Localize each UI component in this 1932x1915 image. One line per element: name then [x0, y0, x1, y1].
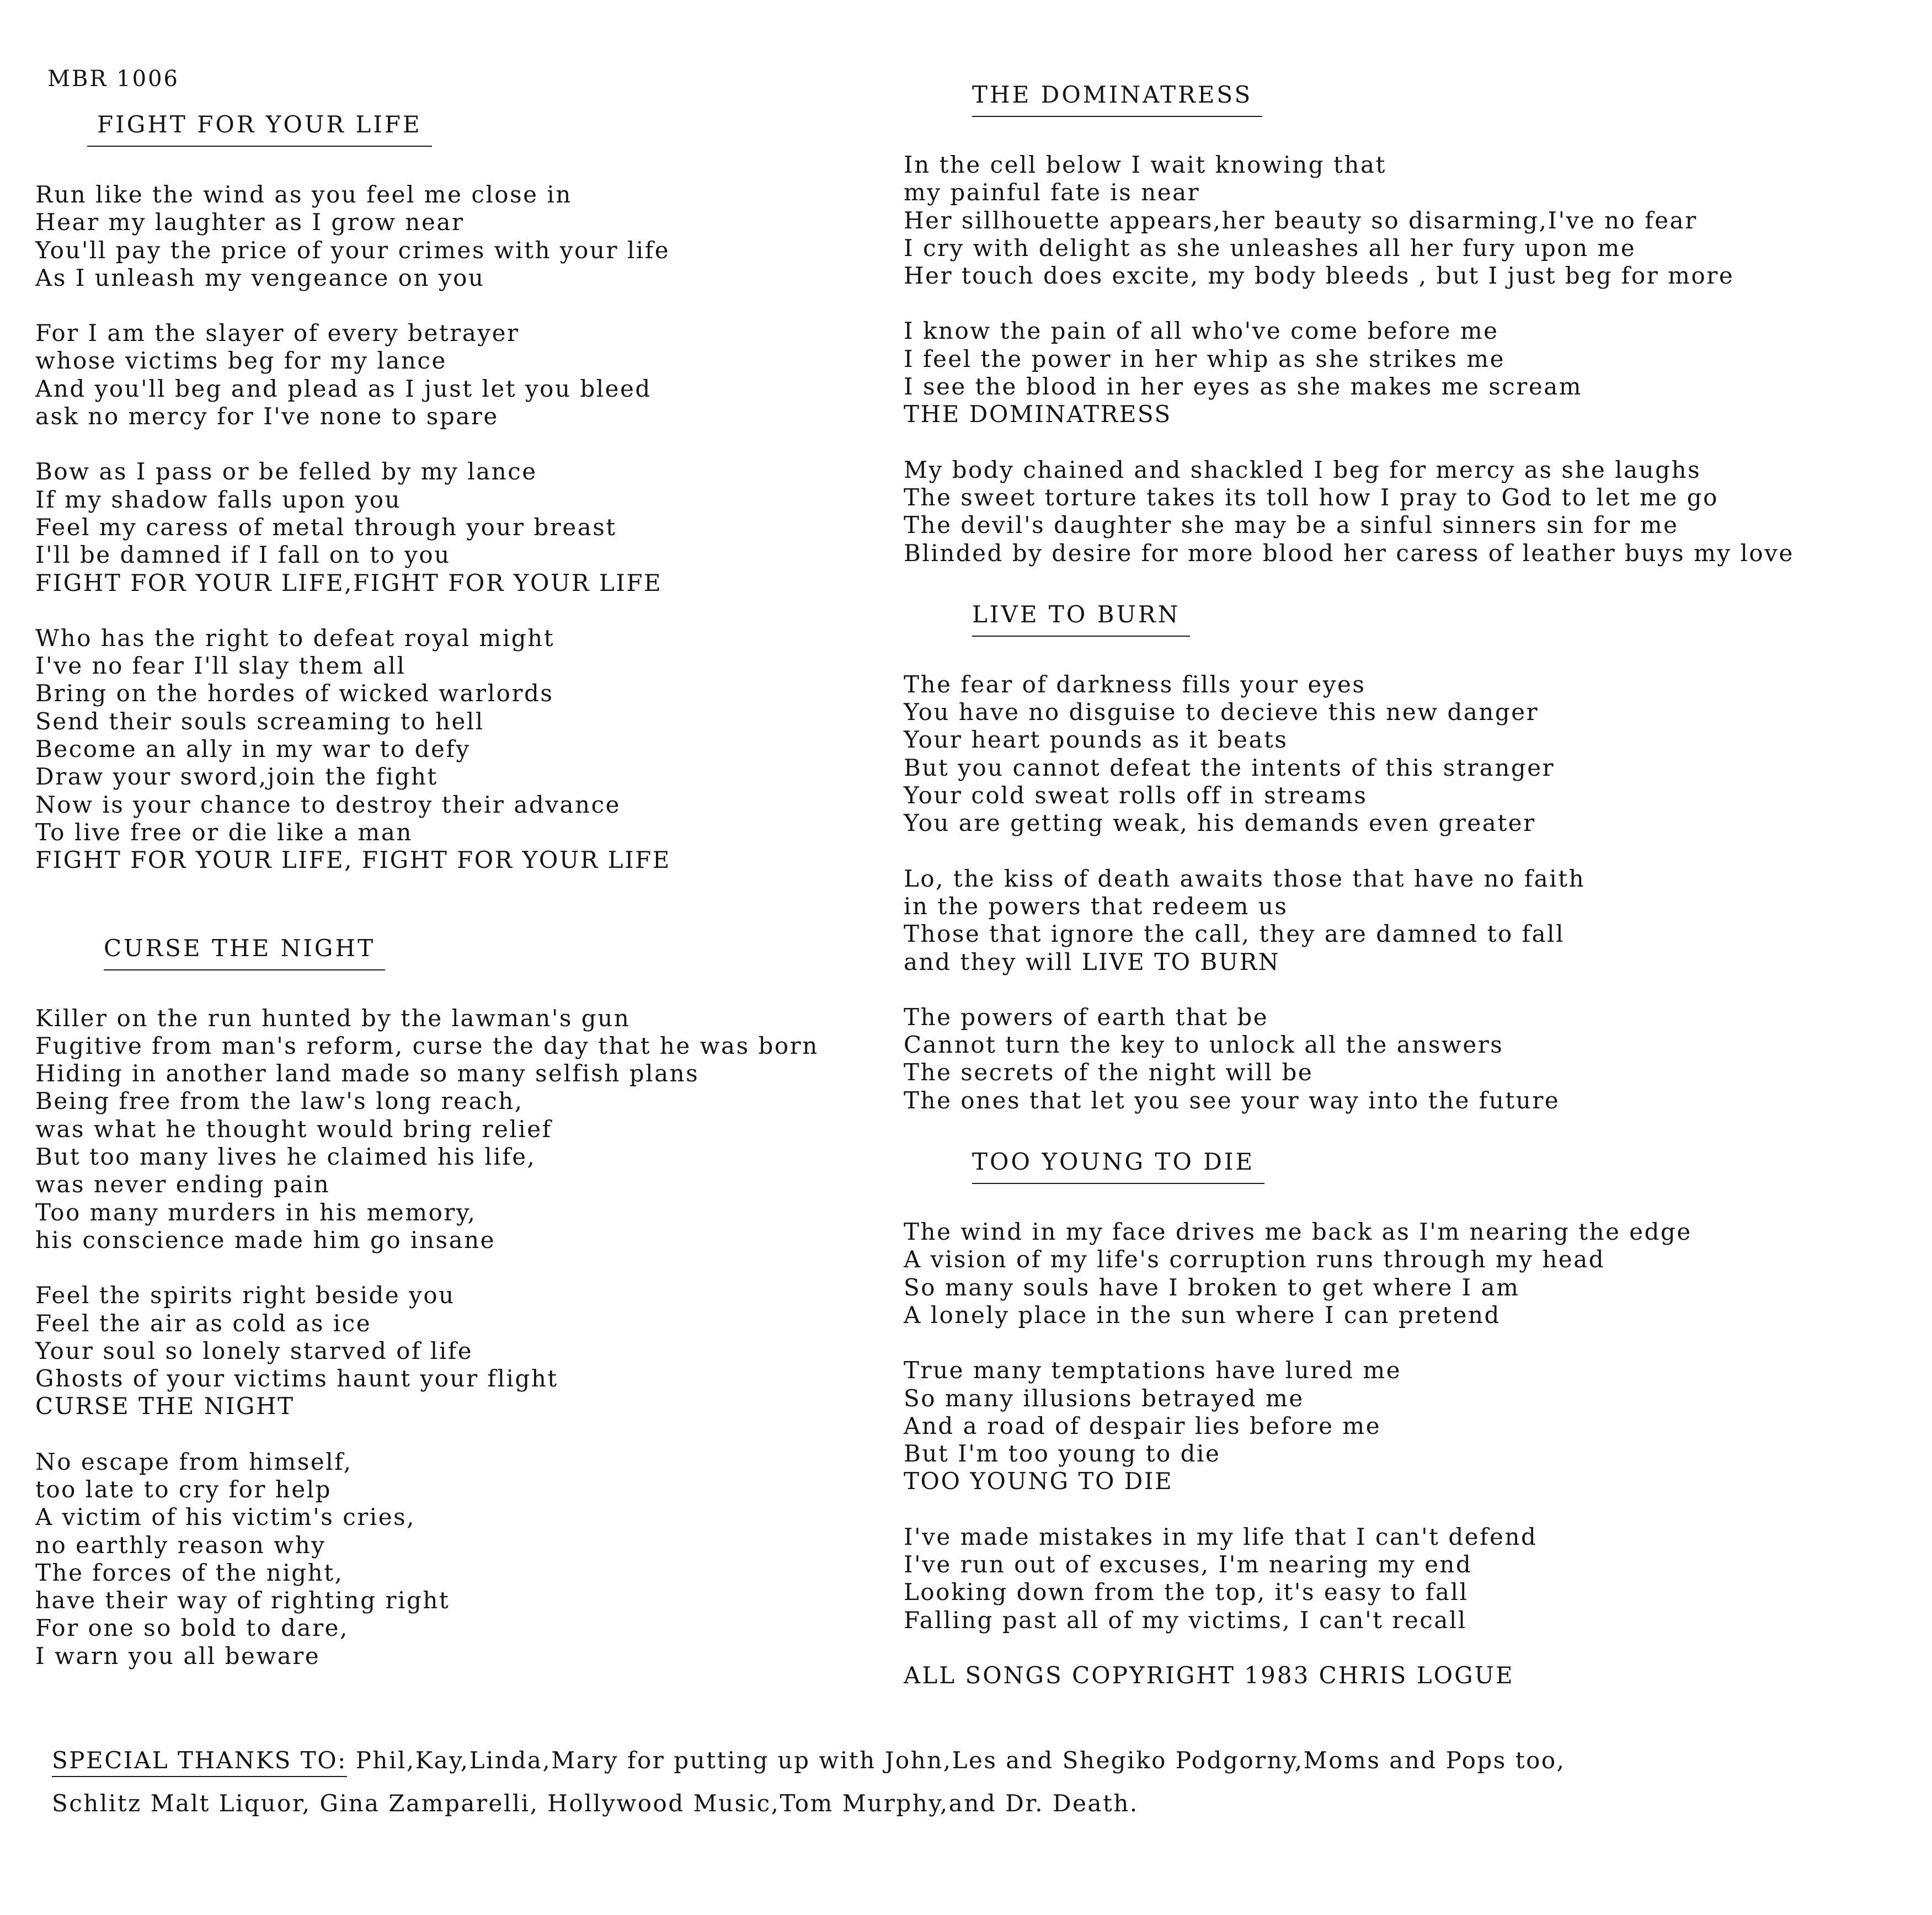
stanza — [35, 1282, 896, 1420]
stanza — [904, 1357, 1930, 1495]
lyric-line: no earthly reason why — [35, 1531, 326, 1559]
lyric-line: For I am the slayer of every betrayer — [35, 319, 520, 347]
stanza — [904, 1523, 1930, 1634]
lyric-line: A vision of my life's corruption runs through my head — [904, 1246, 1605, 1273]
thanks-text-1: Phil,Kay,Linda,Mary for putting up with John,Les and Shegiko Podgorny,Moms and Pops too, — [346, 1747, 1566, 1774]
lyric-line: Your soul so lonely starved of life — [35, 1337, 473, 1364]
lyric-line: Who has the right to defeat royal might — [35, 624, 555, 652]
lyric-line: in the powers that redeem us — [904, 892, 1288, 920]
lyric-line: The sweet torture takes its toll how I pray to God to let me go — [904, 483, 1718, 511]
lyric-line: Run like the wind as you feel me close in — [35, 181, 572, 208]
lyric-line: The fear of darkness fills your eyes — [904, 670, 1366, 698]
lyric-line: Now is your chance to destroy their advance — [35, 791, 621, 818]
lyric-line: Lo, the kiss of death awaits those that have no faith — [904, 865, 1586, 892]
stanza — [35, 181, 896, 292]
lyric-line: too late to cry for help — [35, 1475, 332, 1503]
lyric-line: The forces of the night, — [35, 1559, 344, 1586]
stanza — [904, 1004, 1930, 1114]
lyric-line: Send their souls screaming to hell — [35, 707, 484, 735]
lyric-line: Killer on the run hunted by the lawman's gun — [35, 1004, 631, 1032]
song-fight-for-your-life — [35, 110, 896, 874]
lyric-line: Bow as I pass or be felled by my lance — [35, 458, 537, 486]
lyric-line: his conscience made him go insane — [35, 1226, 496, 1253]
stanza — [35, 1005, 896, 1255]
lyric-line: I know the pain of all who've come before me — [904, 317, 1499, 345]
lyric-line: Feel the spirits right beside you — [35, 1282, 455, 1309]
lyric-line: Feel the air as cold as ice — [35, 1309, 372, 1337]
lyric-line: And you'll beg and plead as I just let you bleed — [35, 375, 652, 402]
lyric-line: my painful fate is near — [904, 179, 1200, 206]
stanza — [904, 1218, 1930, 1329]
lyric-line: But I'm too young to die — [904, 1440, 1221, 1468]
lyric-line: Hiding in another land made so many selfish plans — [35, 1060, 700, 1087]
song-title: CURSE THE NIGHT — [104, 934, 385, 970]
lyric-line: Your cold sweat rolls off in streams — [904, 782, 1368, 809]
lyric-line: was what he thought would bring relief — [35, 1115, 552, 1143]
lyric-line: You are getting weak, his demands even greater — [904, 809, 1536, 837]
lyric-line: A lonely place in the sun where I can pretend — [904, 1301, 1501, 1329]
lyric-line: I warn you all beware — [35, 1642, 321, 1669]
lyric-line: I've run out of excuses, I'm nearing my end — [904, 1550, 1472, 1578]
lyric-line: Ghosts of your victims haunt your flight — [35, 1365, 558, 1393]
stanza — [904, 671, 1930, 838]
lyric-line: So many souls have I broken to get where I am — [904, 1273, 1520, 1301]
lyric-line: Too many murders in his memory, — [35, 1198, 477, 1226]
song-curse-the-night — [35, 934, 896, 1671]
lyric-line: Draw your sword,join the fight — [35, 763, 438, 791]
right-column — [904, 81, 1930, 1689]
lyric-line: In the cell below I wait knowing that — [904, 151, 1386, 178]
lyric-line: A victim of his victim's cries, — [35, 1503, 415, 1531]
lyric-line: My body chained and shackled I beg for mercy as she laughs — [904, 456, 1701, 483]
thanks-label: SPECIAL THANKS TO: — [52, 1747, 347, 1777]
catalog-number: MBR 1006 — [47, 66, 179, 92]
lyric-line: And a road of despair lies before me — [904, 1412, 1381, 1439]
lyric-line: Those that ignore the call, they are damned to fall — [904, 920, 1565, 948]
lyric-line: The ones that let you see your way into the future — [904, 1086, 1560, 1114]
lyric-line: The devil's daughter she may be a sinful sinners sin for me — [904, 511, 1679, 539]
stanza — [35, 1448, 896, 1670]
lyric-line: Falling past all of my victims, I can't recall — [904, 1606, 1467, 1634]
lyric-line: No escape from himself, — [35, 1448, 353, 1475]
lyric-line: The secrets of the night will be — [904, 1059, 1314, 1086]
lyric-line: You have no disguise to decieve this new danger — [904, 698, 1539, 726]
lyric-line: ask no mercy for I've none to spare — [35, 403, 499, 430]
lyric-line: was never ending pain — [35, 1171, 330, 1198]
lyric-line: TOO YOUNG TO DIE — [904, 1468, 1173, 1495]
lyric-line: Blinded by desire for more blood her caress of leather buys my love — [904, 539, 1794, 567]
lyric-line: Become an ally in my war to defy — [35, 735, 471, 763]
song-the-dominatress — [904, 81, 1930, 567]
song-title: THE DOMINATRESS — [972, 81, 1262, 117]
lyric-line: I'll be damned if I fall on to you — [35, 541, 451, 569]
lyric-line: Cannot turn the key to unlock all the answers — [904, 1031, 1504, 1059]
lyric-line: and they will LIVE TO BURN — [904, 948, 1280, 975]
lyric-line: You'll pay the price of your crimes with your life — [35, 236, 670, 264]
lyric-line: Being free from the law's long reach, — [35, 1087, 524, 1115]
lyric-line: As I unleash my vengeance on you — [35, 264, 485, 291]
lyric-line: The powers of earth that be — [904, 1003, 1269, 1031]
lyric-line: Her touch does excite, my body bleeds , but I just beg for more — [904, 262, 1734, 290]
lyric-line: I've made mistakes in my life that I can't defend — [904, 1523, 1538, 1550]
song-live-to-burn — [904, 600, 1930, 1114]
lyric-line: Looking down from the top, it's easy to fall — [904, 1578, 1469, 1606]
stanza — [904, 456, 1930, 567]
song-title: TOO YOUNG TO DIE — [972, 1148, 1264, 1184]
lyric-line: CURSE THE NIGHT — [35, 1393, 295, 1420]
lyric-line: For one so bold to dare, — [35, 1614, 349, 1642]
left-column — [35, 110, 896, 1670]
lyric-line: FIGHT FOR YOUR LIFE, FIGHT FOR YOUR LIFE — [35, 846, 671, 874]
thanks-line-1 — [52, 1739, 1900, 1782]
lyric-line: Fugitive from man's reform, curse the day that he was born — [35, 1032, 819, 1059]
stanza — [35, 458, 896, 596]
song-title: FIGHT FOR YOUR LIFE — [87, 110, 432, 147]
song-title: LIVE TO BURN — [972, 600, 1190, 637]
special-thanks — [52, 1739, 1900, 1825]
lyric-line: To live free or die like a man — [35, 818, 413, 846]
lyric-line: FIGHT FOR YOUR LIFE,FIGHT FOR YOUR LIFE — [35, 569, 663, 596]
lyric-line: So many illusions betrayed me — [904, 1384, 1304, 1412]
stanza — [35, 625, 896, 874]
stanza — [35, 319, 896, 430]
lyric-line: I cry with delight as she unleashes all her fury upon me — [904, 234, 1636, 262]
lyric-line: Bring on the hordes of wicked warlords — [35, 680, 554, 707]
lyric-line: I feel the power in her whip as she strikes me — [904, 345, 1505, 372]
lyric-line: I see the blood in her eyes as she makes me scream — [904, 373, 1583, 401]
stanza — [904, 865, 1930, 976]
lyric-line: If my shadow falls upon you — [35, 486, 402, 513]
lyric-line: I've no fear I'll slay them all — [35, 652, 406, 680]
copyright-notice: ALL SONGS COPYRIGHT 1983 CHRIS LOGUE — [904, 1661, 1514, 1689]
thanks-line-2: Schlitz Malt Liquor, Gina Zamparelli, Hollywood Music,Tom Murphy,and Dr. Death. — [52, 1790, 1139, 1817]
lyric-line: Feel my caress of metal through your breast — [35, 513, 617, 541]
lyric-line: THE DOMINATRESS — [904, 401, 1172, 428]
lyric-line: have their way of righting right — [35, 1587, 450, 1614]
lyric-line: The wind in my face drives me back as I'm nearing the edge — [904, 1218, 1692, 1246]
lyric-line: whose victims beg for my lance — [35, 347, 447, 375]
song-too-young-to-die — [904, 1148, 1930, 1634]
lyric-line: Your heart pounds as it beats — [904, 726, 1288, 754]
lyric-line: Her sillhouette appears,her beauty so disarming,I've no fear — [904, 206, 1698, 234]
lyric-line: But you cannot defeat the intents of this stranger — [904, 754, 1555, 781]
lyric-line: True many temptations have lured me — [904, 1357, 1402, 1384]
stanza — [904, 317, 1930, 428]
lyric-line: Hear my laughter as I grow near — [35, 209, 465, 236]
stanza — [904, 151, 1930, 290]
lyric-line: But too many lives he claimed his life, — [35, 1143, 536, 1171]
